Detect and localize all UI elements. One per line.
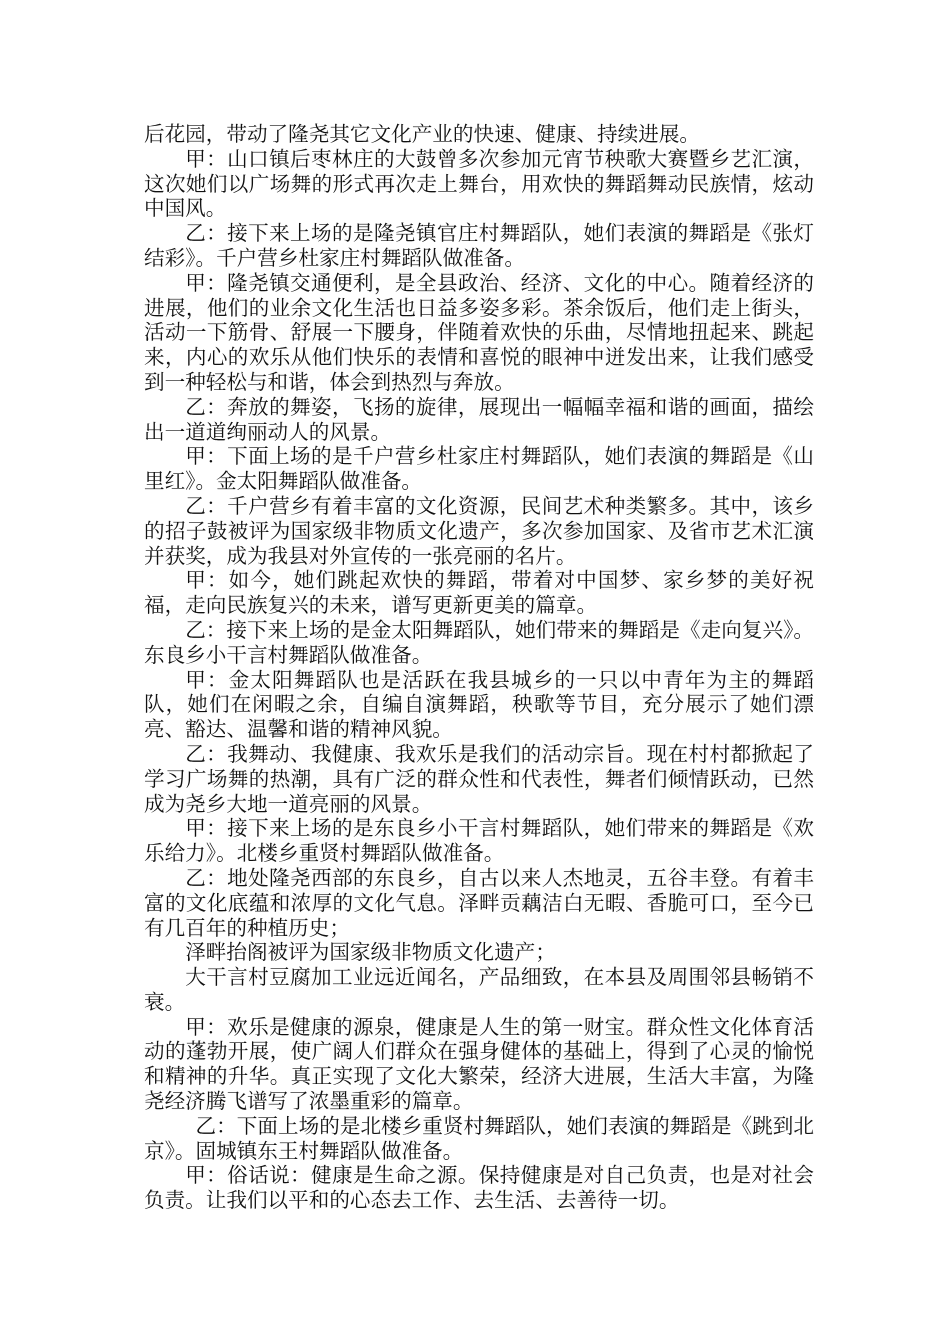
paragraph: 乙：奔放的舞姿，飞扬的旋律，展现出一幅幅幸福和谐的画面，描绘出一道道绚丽动人的风景。 xyxy=(144,394,814,444)
paragraph: 甲：如今，她们跳起欢快的舞蹈，带着对中国梦、家乡梦的美好祝福，走向民族复兴的未来，谱写更新更美的篇章。 xyxy=(144,568,814,618)
paragraph: 后花园，带动了隆尧其它文化产业的快速、健康、持续进展。 xyxy=(144,122,701,146)
document-body xyxy=(144,122,814,1213)
paragraph: 乙：接下来上场的是隆尧镇官庄村舞蹈队，她们表演的舞蹈是《张灯结彩》。千户营乡杜家庄村舞蹈队做准备。 xyxy=(144,221,814,270)
paragraph: 甲：接下来上场的是东良乡小干言村舞蹈队，她们带来的舞蹈是《欢乐给力》。北楼乡重贤村舞蹈队做准备。 xyxy=(144,816,814,866)
paragraph: 乙：地处隆尧西部的东良乡，自古以来人杰地灵，五谷丰登。有着丰富的文化底蕴和浓厚的文化气息。泽畔贡藕洁白无暇、香脆可口，至今已有几百年的种植历史； xyxy=(144,865,814,940)
paragraph: 乙：我舞动、我健康、我欢乐是我们的活动宗旨。现在村村都掀起了学习广场舞的热潮，具有广泛的群众性和代表性，舞者们倾情跃动，已然成为尧乡大地一道亮丽的风景。 xyxy=(144,741,814,816)
paragraph: 甲：下面上场的是千户营乡杜家庄村舞蹈队，她们表演的舞蹈是《山里红》。金太阳舞蹈队做准备。 xyxy=(144,444,814,494)
paragraph: 甲：隆尧镇交通便利，是全县政治、经济、文化的中心。随着经济的进展，他们的业余文化生活也日益多姿多彩。茶余饭后，他们走上街头，活动一下筋骨、舒展一下腰身，伴随着欢快的乐曲，尽情地扭起来、跳起来，内心的欢乐从他们快乐的表情和喜悦的眼神中迸发出来，让我们感受到一种轻松与和谐，体会到热烈与奔放。 xyxy=(144,270,814,394)
paragraph: 甲：欢乐是健康的源泉，健康是人生的第一财宝。群众性文化体育活动的蓬勃开展，使广阔人们群众在强身健体的基础上，得到了心灵的愉悦和精神的升华。真正实现了文化大繁荣，经济大进展，生活大丰富，为隆尧经济腾飞谱写了浓墨重彩的篇章。 xyxy=(144,1014,814,1114)
paragraph: 乙：千户营乡有着丰富的文化资源，民间艺术种类繁多。其中，该乡的招子鼓被评为国家级非物质文化遗产，多次参加国家、及省市艺术汇演并获奖，成为我县对外宣传的一张亮丽的名片。 xyxy=(144,493,814,568)
paragraph: 乙：接下来上场的是金太阳舞蹈队，她们带来的舞蹈是《走向复兴》。东良乡小干言村舞蹈队做准备。 xyxy=(144,617,814,667)
paragraph: 乙：下面上场的是北楼乡重贤村舞蹈队，她们表演的舞蹈是《跳到北京》。固城镇东王村舞蹈队做准备。 xyxy=(144,1113,814,1163)
paragraph: 甲：山口镇后枣林庄的大鼓曾多次参加元宵节秧歌大赛暨乡艺汇演， 这次她们以广场舞的形式再次走上舞台，用欢快的舞蹈舞动民族情，炫动中国风。 xyxy=(144,146,814,221)
paragraph: 泽畔抬阁被评为国家级非物质文化遗产； xyxy=(185,940,556,965)
paragraph: 甲：俗话说：健康是生命之源。保持健康是对自己负责，也是对社会负责。让我们以平和的心态去工作、去生活、去善待一切。 xyxy=(144,1163,814,1213)
paragraph: 大干言村豆腐加工业远近闻名，产品细致，在本县及周围邻县畅销不衰。 xyxy=(144,965,814,1014)
paragraph: 甲：金太阳舞蹈队也是活跃在我县城乡的一只以中青年为主的舞蹈队，她们在闲暇之余，自编自演舞蹈，秧歌等节目，充分展示了她们漂亮、豁达、温馨和谐的精神风貌。 xyxy=(144,667,814,742)
